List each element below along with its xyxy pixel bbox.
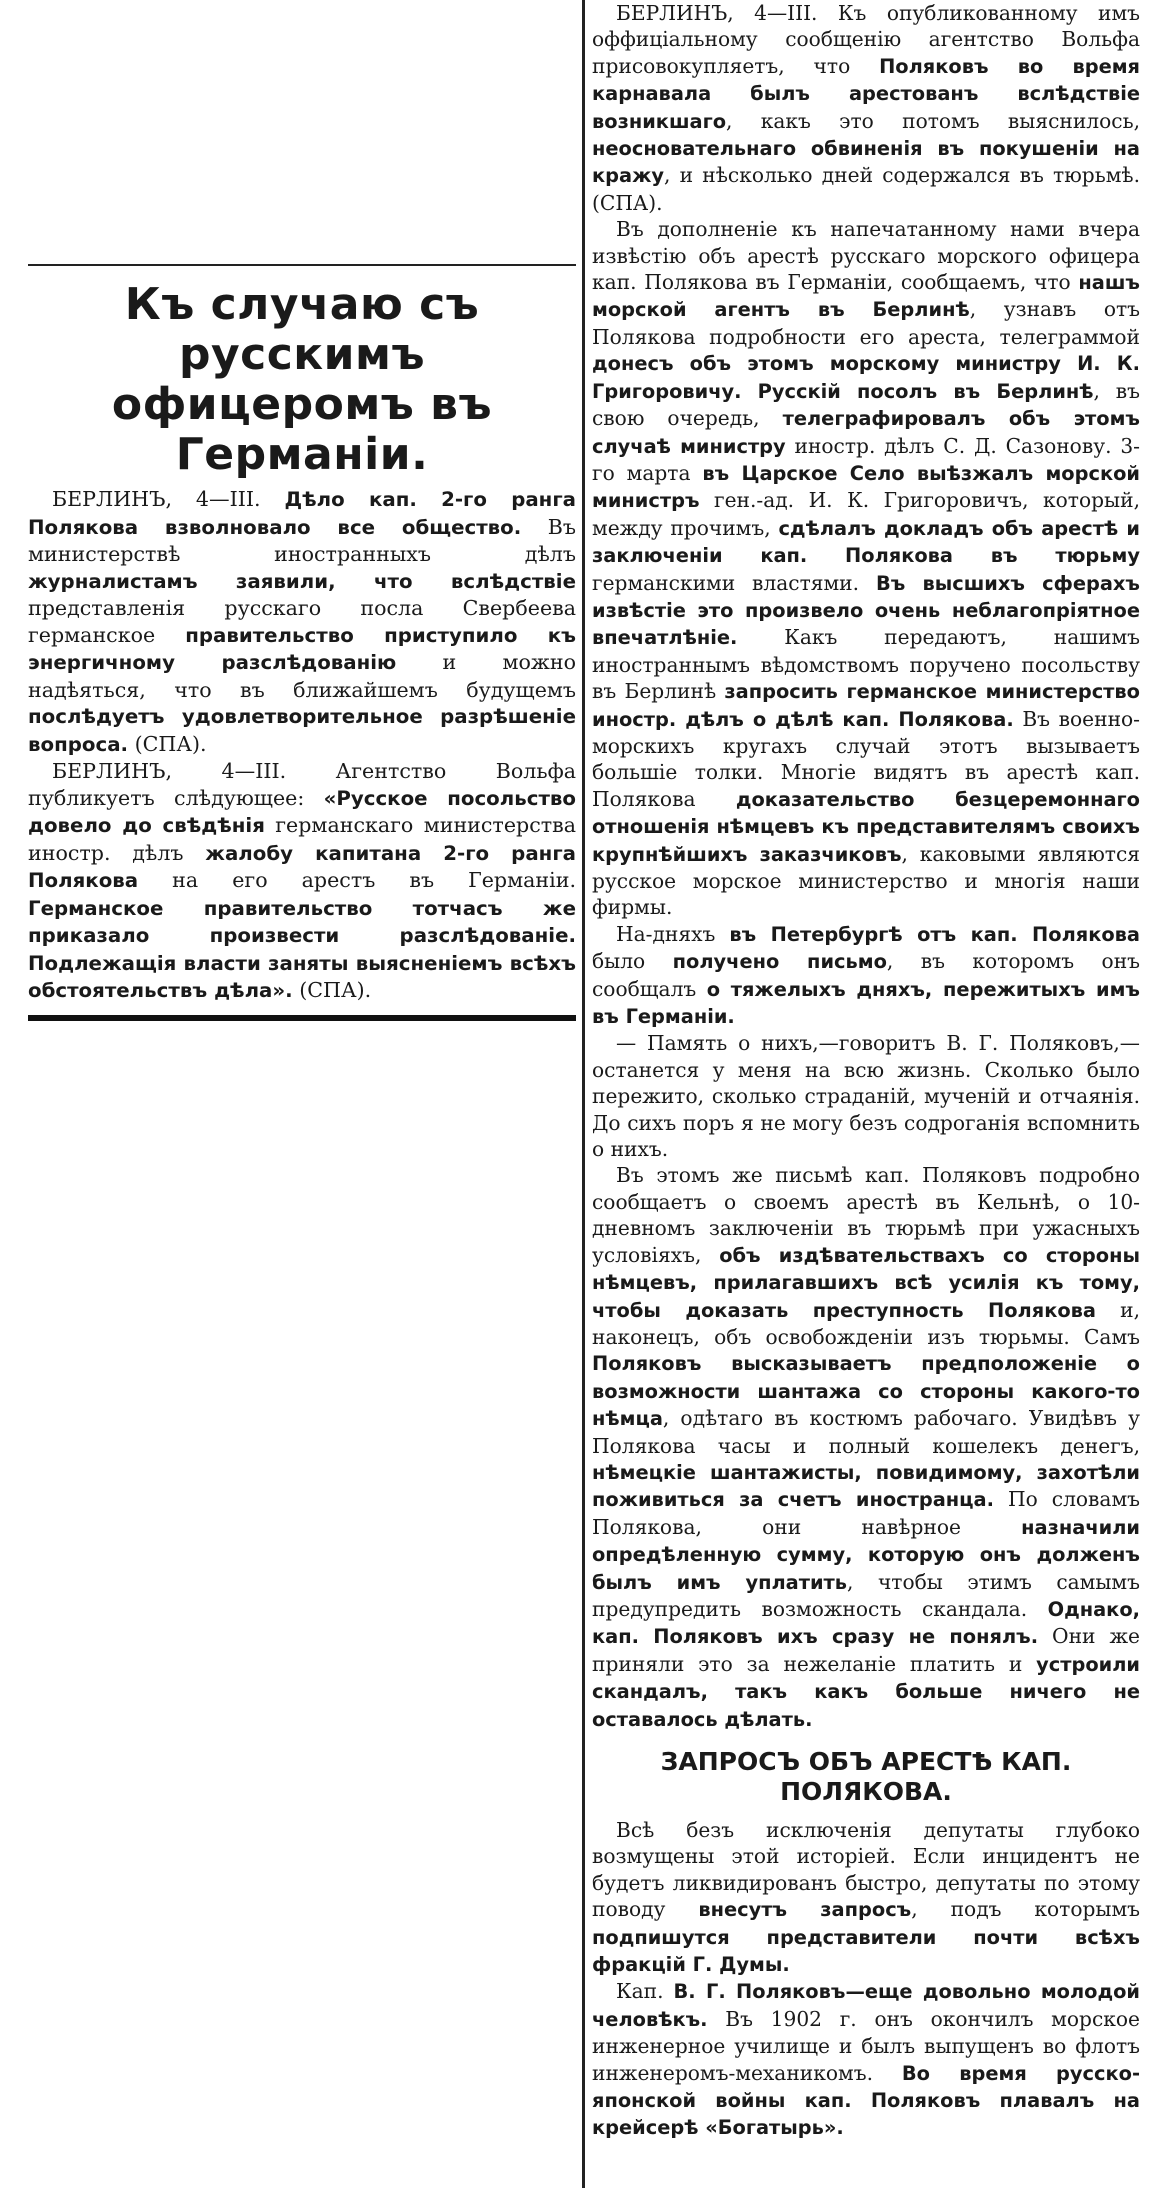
bold-text-run: доказательство безцеремоннаго отношенія нѣмцевъ къ представителямъ своихъ крупнѣйшихъ заказчиковъ: [592, 787, 1140, 866]
bold-text-run: неосновательнаго обвиненія въ покушеніи на кражу: [592, 137, 1140, 188]
text-run: , одѣтаго въ костюмъ рабочаго. Увидѣвъ у Полякова часы и полный кошелекъ денегъ,: [592, 1406, 1140, 1458]
text-run: БЕРЛИНЪ, 4—III. Къ опубликованному имъ оффиціальному сообщенію агентство Вольфа присовокупляетъ, что: [592, 1, 1140, 78]
article-paragraph: [592, 921, 1140, 1031]
article-paragraph: [28, 486, 576, 758]
bold-text-run: о тяжелыхъ дняхъ, пережитыхъ имъ въ Германіи.: [592, 977, 1140, 1029]
text-run: На-дняхъ: [616, 921, 730, 946]
bold-text-run: объ издѣвательствахъ со стороны нѣмцевъ, прилагавшихъ всѣ усилія къ тому, чтобы доказать преступность Полякова: [592, 1243, 1140, 1322]
bold-text-run: жалобу капитана 2-го ранга Полякова: [28, 841, 576, 892]
bold-text-run: внесутъ запросъ: [698, 1898, 912, 1922]
text-run: , и нѣсколько дней содержался въ тюрьмѣ. (СПА).: [592, 163, 1140, 215]
bold-text-run: Дѣло кап. 2-го ранга Полякова взволновало все общество.: [28, 488, 577, 539]
column-divider: [582, 0, 585, 2188]
article-headline: Къ случаю съ русскимъ офицеромъ въ Германіи.: [111, 279, 493, 480]
left-body: [28, 486, 576, 1005]
bold-text-run: нашъ морской агентъ въ Берлинѣ: [592, 271, 1140, 322]
text-run: , каковыми являются русское морское министерство и многія наши фирмы.: [592, 841, 1140, 920]
text-run: Какъ передаютъ, нашимъ иностраннымъ вѣдомствомъ поручено посольству въ Берлинѣ: [592, 625, 1140, 704]
text-run: По словамъ Полякова, они навѣрное: [592, 1487, 1140, 1539]
text-run: ген.-ад. И. К. Григоровичъ, который, между прочимъ,: [592, 488, 1140, 540]
bold-text-run: запросить германское министерство иностр. дѣлъ о дѣлѣ кап. Полякова.: [592, 680, 1140, 731]
text-run: германскими властями.: [592, 570, 876, 595]
top-rule: [28, 264, 576, 266]
text-run: , узнавъ отъ Полякова подробности его ареста, телеграммой: [592, 297, 1140, 349]
bold-text-run: нѣмецкіе шантажисты, повидимому, захотѣли поживиться за счетъ иностранца.: [592, 1460, 1140, 1512]
bold-text-run: «Русское посольство довело до свѣдѣнія: [28, 786, 576, 837]
bottom-rule: [28, 1015, 576, 1021]
text-run: (СПА).: [128, 731, 207, 756]
text-run: Они же приняли это за нежеланіе платить и: [592, 1624, 1140, 1676]
bold-text-run: журналистамъ заявили, что вслѣдствіе: [28, 569, 576, 593]
text-run: и можно надѣяться, что въ ближайшемъ будущемъ: [28, 650, 576, 702]
bold-text-run: въ Петербургѣ отъ кап. Полякова: [729, 922, 1140, 946]
bold-text-run: В. Г. Поляковъ—еще довольно молодой человѣкъ.: [592, 1980, 1140, 2031]
bold-text-run: правительство приступило къ энергичному разслѣдованію: [28, 623, 577, 674]
bold-text-run: Во время русско-японской войны кап. Поляковъ плавалъ на крейсерѣ «Богатырь».: [592, 2061, 1140, 2140]
bold-text-run: назначили опредѣленную сумму, которую онъ долженъ былъ имъ уплатить: [592, 1515, 1140, 1594]
article-paragraph: [592, 216, 1140, 921]
text-run: представленія русскаго посла Свербеева германское: [28, 596, 576, 647]
text-run: Въ 1902 г. онъ окончилъ морское инженерное училище и былъ выпущенъ во флотъ инженеромъ-механикомъ.: [592, 2006, 1140, 2085]
text-run: БЕРЛИНЪ, 4—III. Агентство Вольфа публикуетъ слѣдующее:: [28, 759, 576, 810]
text-run: Кап.: [616, 1979, 674, 2004]
bold-text-run: устроили скандалъ, такъ какъ больше ничего не оставалось дѣлать.: [592, 1652, 1140, 1731]
text-run: , въ свою очередь,: [592, 378, 1140, 431]
text-run: было: [592, 949, 673, 974]
bold-text-run: послѣдуетъ удовлетворительное разрѣшеніе вопроса.: [28, 705, 576, 756]
text-run: Всѣ безъ исключенія депутаты глубоко возмущены этой исторіей. Если инцидентъ не будетъ ликвидированъ быстро, депутаты по этому поводу: [592, 1818, 1140, 1922]
right-body-bottom: [592, 1817, 1140, 2142]
text-run: и, наконецъ, объ освобожденіи изъ тюрьмы. Самъ: [592, 1297, 1140, 1349]
text-run: германскаго министерства иностр. дѣлъ: [28, 813, 576, 865]
text-run: на его арестъ въ Германіи.: [138, 868, 576, 892]
article-paragraph: [592, 1162, 1140, 1733]
text-run: , подъ которымъ: [911, 1897, 1141, 1922]
text-run: — Память о нихъ,—говоритъ В. Г. Поляковъ,—останется у меня на всю жизнь. Сколько было пережито, сколько страданій, мученій и отчаянія. До сихъ поръ я не могу безъ содроганія вспомнить о нихъ.: [592, 1031, 1140, 1162]
right-body-top: [592, 0, 1140, 1733]
bold-text-run: телеграфировалъ объ этомъ случаѣ министру: [592, 407, 1140, 458]
section-subheading: ЗАПРОСЪ ОБЪ АРЕСТѢ КАП. ПОЛЯКОВА.: [660, 1747, 1072, 1806]
article-paragraph: [592, 1978, 1140, 2141]
text-run: БЕРЛИНЪ, 4—III.: [52, 487, 285, 511]
bold-text-run: сдѣлалъ докладъ объ арестѣ и заключеніи кап. Полякова въ тюрьму: [592, 516, 1140, 568]
right-column: [592, 0, 1140, 2142]
bold-text-run: донесъ объ этомъ морскому министру И. К. Григоровичу. Русскій посолъ въ Берлинѣ: [592, 352, 1140, 403]
bold-text-run: Германское правительство тотчасъ же приказало произвести разслѣдованіе. Подлежащія власти заняты выясненіемъ всѣхъ обстоятельствъ дѣла».: [28, 896, 576, 1002]
bold-text-run: въ Царское Село выѣзжалъ морской министръ: [592, 461, 1140, 513]
bold-text-run: Однако, кап. Поляковъ ихъ сразу не понялъ.: [592, 1597, 1140, 1649]
left-column: [28, 258, 576, 1027]
article-paragraph: [592, 1817, 1140, 1978]
text-run: Въ дополненіе къ напечатанному нами вчера извѣстію объ арестѣ русскаго морского офицера кап. Полякова въ Германіи, сообщаемъ, что: [592, 217, 1140, 295]
text-run: , какъ это потомъ выяснилось,: [726, 108, 1140, 133]
text-run: Въ министерствѣ иностранныхъ дѣлъ: [28, 514, 576, 566]
text-run: (СПА).: [292, 978, 372, 1002]
bold-text-run: Въ высшихъ сферахъ извѣстіе это произвело очень неблагопріятное впечатлѣніе.: [592, 571, 1140, 650]
text-run: , чтобы этимъ самымъ предупредить возможность скандала.: [592, 1569, 1140, 1621]
bold-text-run: Поляковъ высказываетъ предположеніе о возможности шантажа со стороны какого-то нѣмца: [592, 1352, 1140, 1431]
bold-text-run: получено письмо: [672, 950, 887, 974]
article-paragraph: [28, 758, 576, 1005]
text-run: , въ которомъ онъ сообщалъ: [592, 949, 1140, 1001]
text-run: Въ военно-морскихъ кругахъ случай этотъ вызываетъ большіе толки. Многіе видятъ въ арестѣ кап. Полякова: [592, 706, 1141, 811]
text-run: Въ этомъ же письмѣ кап. Поляковъ подробно сообщаетъ о своемъ арестѣ въ Кельнѣ, о 10-дневномъ заключеніи въ тюрьмѣ при ужасныхъ условіяхъ,: [592, 1163, 1140, 1267]
text-run: иностр. дѣлъ С. Д. Сазонову. 3-го марта: [592, 433, 1140, 485]
article-paragraph: [592, 0, 1140, 216]
bold-text-run: подпишутся представители почти всѣхъ фракцій Г. Думы.: [592, 1925, 1140, 1977]
bold-text-run: Поляковъ во время карнавала былъ арестованъ вслѣдствіе возникшаго: [592, 54, 1140, 133]
article-paragraph: [592, 1030, 1140, 1162]
